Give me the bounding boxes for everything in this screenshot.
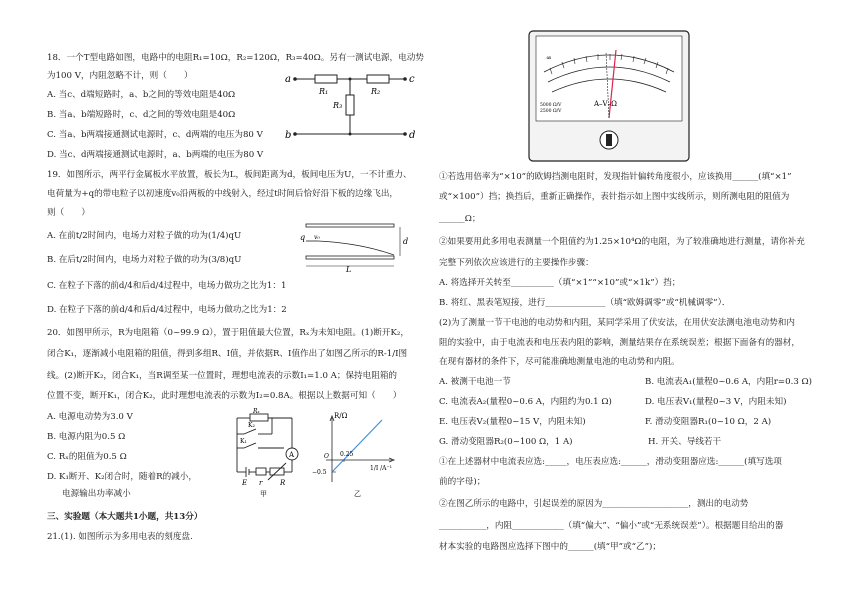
q20-stem-line4: 位置不变，断开K₁，闭合K₂，此时理想电流表的示数为I₂=0.8A。根据以上数据可知（ ） [47, 391, 402, 401]
r3-label: R₃ [333, 101, 343, 110]
meter-spec-dc: 5000 Ω/V [540, 103, 562, 108]
parallel-plates-figure [300, 222, 410, 272]
r1-label: R₁ [319, 87, 329, 96]
q19-option-d: D. 在粒子下落的前d/4和后d/4过程中，电场力做功之比为1：2 [47, 305, 287, 315]
q21-2-sub2-line1: ②在图乙所示的电路中，引起误差的原因为____________________，测出的电动势 [439, 499, 749, 509]
q21-2-line3: 在现有器材的条件下，尽可能准确地测量电池的电动势和内阻。 [439, 357, 680, 367]
graph-origin: O [324, 453, 329, 460]
q21-part2-line2: 完整下列依次应该进行的主要操作步骤： [439, 258, 594, 268]
q18-option-c: C. 当a、b两端接通测试电源时，c、d两端的电压为80 V [47, 130, 263, 140]
equipment-d: D. 电压表V₁(量程0~3 V，内阻未知) [645, 397, 787, 407]
q21-part1-line2: 或“×100”）挡；换挡后，重新正确操作，表针指示如上图中实线所示，则所测电阻的阻值为 [439, 192, 790, 202]
charge-q-label: q [300, 233, 306, 242]
graph-xlabel: 1/I /A⁻¹ [370, 465, 393, 472]
terminal-c-label: c [409, 74, 415, 85]
terminal-d-label: d [409, 130, 416, 141]
q18-option-d: D. 当c、d两端接通测试电源时，a、b两端的电压为80 V [47, 150, 264, 160]
plate-gap-d-label: d [403, 237, 409, 246]
q21-intro: 21.(1). 如图所示为多用电表的刻度盘. [47, 532, 193, 542]
q19-stem-line2: 电荷量为+q的带电粒子以初速度v₀沿两板的中线射入，经过t时间后恰好沿下板的边缘飞出， [47, 189, 399, 199]
q19-option-a: A. 在前t/2时间内，电场力对粒子做的功为(1/4)qU [47, 231, 242, 241]
q20-option-d-line1: D. K₁断开、K₂闭合时，随着R的减小， [47, 472, 197, 482]
q21-step-b: B. 将红、黑表笔短接，进行______________（填“欧姆调零”或“机械调零”）． [439, 298, 731, 308]
q19-option-b: B. 在后t/2时间内，电场力对粒子做的功为(3/8)qU [47, 255, 242, 265]
graph-x-tick: 0.25 [340, 451, 354, 458]
rx-label: Rₓ [253, 408, 260, 415]
q20-stem-line3: 线。(2)断开K₂，闭合K₁，当R调至某一位置时，理想电流表的示数I₁=1.0 A；保持电阻箱的 [47, 371, 398, 381]
infinity-mark: ∞ [546, 54, 552, 62]
equipment-h: H. 开关、导线若干 [648, 437, 722, 447]
equipment-f: F. 滑动变阻器R₁(0~10 Ω，2 A) [645, 417, 772, 427]
figure-jia-caption: 甲 [260, 490, 267, 498]
equipment-a: A. 被测干电池一节 [439, 377, 511, 387]
q21-part1-line3: ______Ω； [439, 214, 481, 224]
q21-2-sub2-line2: ___________，内阻____________（填“偏大”、“偏小”或“无系统误差”）。根据题目给出的器 [439, 521, 784, 531]
q21-2-sub2-line3: 材本实验的电路图应选择下图中的______(填“甲”或“乙”)； [439, 542, 661, 552]
k1-label: K₁ [240, 438, 247, 445]
section-heading-experiment: 三、实验题（本大题共1小题，共13分） [47, 512, 203, 522]
q21-part1-line1: ①若选用倍率为“×10”的欧姆挡测电阻时，发现指针偏转角度很小，应该换用______(填“×1” [439, 172, 792, 182]
q21-2-sub1-line2: 前的字母)； [439, 477, 486, 487]
t-circuit-figure [285, 70, 415, 150]
r-vs-inverse-i-graph [312, 412, 400, 502]
circuit-jia-figure [222, 410, 307, 498]
plate-length-L-label: L [346, 265, 352, 274]
terminal-a-label: a [285, 74, 291, 85]
internal-r-label: r [259, 479, 263, 487]
q20-option-a: A. 电源电动势为3.0 V [47, 412, 133, 422]
equipment-b: B. 电流表A₁(量程0~0.6 A，内阻r=0.3 Ω) [645, 377, 812, 387]
q21-2-sub1-line1: ①在上述器材中电流表应选:_____，电压表应选:______，滑动变阻器应选:______(填写选项 [439, 457, 782, 467]
v0-label: v₀ [314, 234, 320, 241]
q21-part2-line1: ②如果要用此多用电表测量一个阻值约为1.25×10⁴Ω的电阻，为了较准确地进行测量，请你补充 [439, 237, 805, 247]
equipment-g: G. 滑动变阻器R₂(0~100 Ω，1 A) [439, 437, 573, 447]
resistor-box-R-label: R [280, 479, 286, 487]
equipment-c: C. 电流表A₂(量程0~0.6 A，内阻约为0.1 Ω) [439, 397, 612, 407]
q18-stem-line1: 18．一个T型电路如图，电路中的电阻R₁=10Ω，R₂=120Ω，R₃=40Ω。另有一测试电源，电动势 [47, 53, 424, 63]
q19-stem-line3: 则（ ） [47, 208, 90, 218]
equipment-e: E. 电压表V₂(量程0~15 V，内阻未知) [439, 417, 586, 427]
q21-step-a: A. 将选择开关转至__________（填“×1”“×10”或“×1k”）挡； [439, 278, 681, 288]
q21-2-line2: 阻的实验中，由于电流表和电压表内阻的影响，测量结果存在系统误差；根据下面备有的器材， [439, 338, 800, 348]
graph-ylabel: R/Ω [334, 412, 348, 420]
q18-option-a: A. 当c、d端短路时，a、b之间的等效电阻是40Ω [47, 90, 236, 100]
q20-option-c: C. Rₓ的阻值为0.5 Ω [47, 452, 127, 462]
r2-label: R₂ [371, 87, 381, 96]
q20-stem-line1: 20．如图甲所示，R为电阻箱（0~99.9 Ω），置于阻值最大位置，Rₓ为未知电阻。(1)断开K₂， [47, 328, 409, 338]
q20-stem-line2: 闭合K₁，逐渐减小电阻箱的阻值，得到多组R、I值，并依据R、I值作出了如图乙所示的R-1/I图 [47, 349, 408, 359]
terminal-b-label: b [285, 130, 292, 141]
meter-label: A–V–Ω [594, 100, 617, 108]
q19-stem-line1: 19．如图所示，两平行金属板水平放置，板长为L，板间距离为d，板间电压为U，一不计重力、 [47, 170, 412, 180]
q18-option-b: B. 当a、b端短路时，c、d之间的等效电阻是40Ω [47, 110, 236, 120]
q20-option-d-line2: 电源输出功率减小 [62, 489, 131, 499]
q20-option-b: B. 电源内阻为0.5 Ω [47, 432, 126, 442]
emf-e-label: E [242, 479, 248, 487]
k2-label: K₂ [248, 422, 255, 429]
meter-spec-ac: 2500 Ω/V [540, 109, 562, 114]
figure-yi-caption: 乙 [354, 490, 361, 498]
graph-y-tick: −0.5 [312, 469, 327, 476]
ammeter-icon: A [289, 451, 295, 459]
q19-option-c: C. 在粒子下落的前d/4和后d/4过程中，电场力做功之比为1：1 [47, 281, 287, 291]
multimeter-dial-figure [528, 30, 690, 162]
q18-stem-line2: 为100 V，内阻忽略不计，则（ ） [47, 71, 193, 81]
q21-2-line1: (2)为了测量一节干电池的电动势和内阻，某同学采用了伏安法，在用伏安法测电池电动势和内 [439, 318, 795, 328]
